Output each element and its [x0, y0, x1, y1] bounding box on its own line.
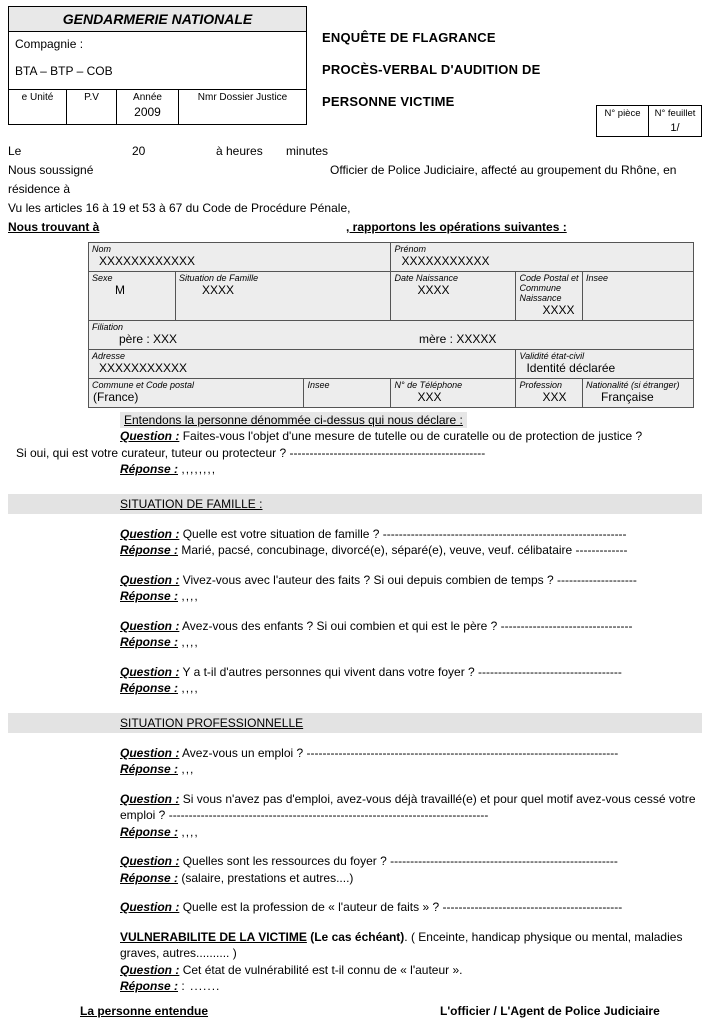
question-text: Avez-vous un emploi ? ------------------------------------------------------------------------------ — [182, 745, 619, 760]
prenom-value: XXXXXXXXXXX — [401, 254, 490, 268]
piece-feuillet-box — [596, 105, 702, 137]
filiation-label: Filiation — [92, 322, 124, 332]
identity-cell-telephone — [391, 379, 516, 408]
nationalite-value: Française — [601, 390, 654, 404]
piece-label: N° pièce — [604, 108, 641, 119]
intro-row-trouvant — [8, 218, 702, 237]
question-label: Question : — [120, 664, 180, 679]
question-label: Question : — [120, 526, 180, 541]
commune-cp-value: (France) — [93, 390, 139, 404]
adresse-value: XXXXXXXXXXX — [99, 361, 188, 375]
bta-line: BTA – BTP – COB — [9, 58, 306, 90]
footer-personne-entendue: La personne entendue — [80, 1004, 209, 1018]
insee2-value — [304, 390, 390, 407]
officier-text: Officier de Police Judiciaire, affecté au groupement du Rhône, en — [330, 163, 677, 177]
header-col-unite-value — [9, 103, 66, 105]
identity-cell-prenom — [391, 243, 694, 272]
qa-block-2-2 — [120, 791, 702, 841]
section-header-situation-professionnelle — [8, 713, 702, 733]
identity-cell-situation-famille — [176, 272, 391, 321]
intro-row-soussigne — [8, 161, 702, 180]
document-body — [0, 408, 710, 995]
intro-qa-block — [16, 428, 702, 478]
question-line — [120, 853, 702, 870]
nom-label: Nom — [92, 244, 112, 254]
header-col-unite-label: e Unité — [21, 92, 54, 103]
question-label: Question : — [120, 429, 180, 443]
day-value: 20 — [132, 144, 146, 158]
cp-commune-naissance-value: XXXX — [542, 303, 575, 317]
residence-label: résidence à — [8, 182, 71, 196]
reponse-text: (salaire, prestations et autres....) — [181, 870, 354, 885]
doc-title-3: PERSONNE VICTIME — [322, 94, 455, 109]
document-title-group — [322, 30, 592, 126]
intro-question-line-2 — [16, 445, 702, 462]
piece-cell — [597, 106, 649, 136]
reponse-text: ,,, — [181, 762, 195, 776]
situation-famille-value: XXXX — [202, 283, 235, 297]
profession-label: Profession — [519, 380, 562, 390]
date-naissance-label: Date Naissance — [394, 273, 459, 283]
question-line — [120, 664, 702, 681]
vulnerabilite-reponse-line — [120, 978, 702, 995]
question-line — [120, 618, 702, 635]
header-col-pv-value — [67, 103, 116, 105]
header-col-dossier — [179, 90, 306, 124]
filiation-values — [89, 332, 693, 349]
identity-table — [88, 242, 694, 408]
reponse-text: ,,,, — [181, 635, 199, 649]
nom-value: XXXXXXXXXXXX — [99, 254, 196, 268]
identity-cell-date-naissance — [391, 272, 516, 321]
header-col-annee-value: 2009 — [134, 105, 161, 119]
reponse-text: ,,,, — [181, 824, 199, 839]
qa-block-1-4 — [120, 664, 702, 697]
identity-row-etatcivil — [89, 272, 694, 321]
identity-cell-profession — [516, 379, 583, 408]
commune-cp-label: Commune et Code postal — [92, 380, 195, 390]
adresse-label: Adresse — [92, 351, 126, 361]
validite-label: Validité état-civil — [519, 351, 585, 361]
question-label: Question : — [120, 745, 180, 760]
date-naissance-value: XXXX — [417, 283, 450, 297]
question-text: Quelle est la profession de « l'auteur de faits » ? --------------------------------------------- — [182, 900, 623, 914]
intro-question-line — [120, 428, 702, 445]
identity-cell-nationalite — [583, 379, 694, 408]
reponse-label: Réponse : — [120, 762, 179, 776]
vulnerabilite-question-line — [120, 962, 702, 979]
reponse-label: Réponse : — [120, 870, 179, 885]
sexe-value: M — [115, 283, 125, 297]
identity-cell-commune-cp — [89, 379, 304, 408]
section-title-1: SITUATION DE FAMILLE : — [120, 496, 263, 511]
question-line — [120, 526, 702, 543]
identity-row-adresse — [89, 350, 694, 379]
identity-row-commune — [89, 379, 694, 408]
question-text: Si vous n'avez pas d'emploi, avez-vous déjà travaillé(e) et pour quel motif avez-vous cessé votre emploi ? -------------------------------------------------------------------------------- — [120, 791, 696, 822]
vulnerabilite-block — [120, 929, 702, 995]
reponse-line — [120, 588, 702, 605]
vulnerabilite-title-bold: (Le cas échéant) — [310, 929, 405, 944]
identity-cell-insee2 — [304, 379, 391, 408]
reponse-label: Réponse : — [120, 462, 179, 476]
minutes-label: minutes — [286, 144, 329, 158]
heures-label: à heures — [216, 144, 263, 158]
nous-trouvant-label: Nous trouvant à — [8, 220, 100, 234]
vulnerabilite-title-line — [120, 929, 702, 962]
question-label: Question : — [120, 791, 180, 806]
feuillet-value: 1/ — [670, 122, 680, 134]
reponse-text: ,,,, — [181, 681, 199, 695]
reponse-line — [120, 634, 702, 651]
vulnerabilite-question: Cet état de vulnérabilité est t-il connu de « l'auteur ». — [182, 962, 463, 977]
intro-block — [0, 142, 710, 237]
identity-cell-insee — [583, 272, 694, 321]
reponse-label: Réponse : — [120, 589, 179, 603]
question-text: Quelle est votre situation de famille ? ------------------------------------------------------------- — [182, 526, 627, 541]
question-line — [120, 899, 702, 916]
header-col-dossier-value — [179, 103, 306, 105]
reponse-label: Réponse : — [120, 979, 179, 993]
intro-row-residence — [8, 180, 702, 199]
header-col-unite — [9, 90, 67, 124]
reponse-line — [120, 870, 702, 887]
insee-label: Insee — [586, 273, 609, 283]
identity-cell-nom — [89, 243, 391, 272]
question-text: Avez-vous des enfants ? Si oui combien et qui est le père ? --------------------------------- — [182, 618, 633, 633]
intro-row-date — [8, 142, 702, 161]
le-label: Le — [8, 144, 22, 158]
mere-value: mère : XXXXX — [419, 332, 497, 346]
telephone-value: XXX — [417, 390, 442, 404]
insee-value — [583, 283, 693, 300]
reponse-label: Réponse : — [120, 824, 179, 839]
intro-question-text-2: Si oui, qui est votre curateur, tuteur ou protecteur ? ------------------------------------------------- — [16, 445, 486, 460]
section-title-2: SITUATION PROFESSIONNELLE — [120, 715, 304, 730]
qa-block-1-1 — [120, 526, 702, 559]
footer-officier: L'officier / L'Agent de Police Judiciaire — [440, 1004, 660, 1018]
reponse-line — [120, 542, 702, 559]
rapportons-label: , rapportons les opérations suivantes : — [346, 220, 567, 234]
reponse-label: Réponse : — [120, 543, 179, 557]
header-col-dossier-label: Nmr Dossier Justice — [197, 92, 288, 103]
qa-block-2-1 — [120, 745, 702, 778]
identity-cell-cp-commune-naissance — [516, 272, 583, 321]
unit-identification-box — [8, 6, 307, 125]
profession-value: XXX — [542, 390, 567, 404]
question-text: Quelles sont les ressources du foyer ? --------------------------------------------------------- — [182, 854, 618, 868]
situation-famille-label: Situation de Famille — [179, 273, 259, 283]
question-label: Question : — [120, 572, 180, 587]
vulnerabilite-detail: . ( Enceinte, handicap physique ou mental, maladies graves, autres.......... ) — [120, 929, 683, 960]
identity-row-nom — [89, 243, 694, 272]
organization-title: GENDARMERIE NATIONALE — [9, 7, 306, 32]
header-col-pv-label: P.V — [84, 92, 99, 103]
header-columns — [9, 90, 306, 124]
articles-text: Vu les articles 16 à 19 et 53 à 67 du Code de Procédure Pénale, — [8, 201, 351, 215]
telephone-label: N° de Téléphone — [394, 380, 463, 390]
identity-cell-adresse — [89, 350, 516, 379]
nationalite-label: Nationalité (si étranger) — [586, 380, 680, 390]
question-line — [120, 745, 702, 762]
feuillet-cell — [649, 106, 701, 136]
question-line — [120, 791, 702, 824]
reponse-text: ,,,, — [181, 589, 199, 603]
question-label: Question : — [120, 900, 180, 914]
validite-value: Identité déclarée — [526, 361, 616, 375]
intro-reponse-text: ,,,,,,,, — [181, 462, 217, 476]
reponse-label: Réponse : — [120, 635, 179, 649]
section-header-situation-famille — [8, 494, 702, 514]
pere-value: père : XXX — [119, 332, 178, 346]
question-line — [120, 572, 702, 589]
qa-block-2-4 — [120, 899, 702, 916]
feuillet-label: N° feuillet — [654, 108, 696, 119]
question-text: Y a t-il d'autres personnes qui vivent dans votre foyer ? ------------------------------------ — [182, 664, 622, 679]
cp-commune-naissance-label: Code Postal et Commune Naissance — [519, 273, 579, 303]
identity-cell-filiation — [89, 321, 694, 350]
question-label: Question : — [120, 618, 180, 633]
qa-block-2-3 — [120, 853, 702, 886]
identity-cell-validite — [516, 350, 694, 379]
nous-soussigne-label: Nous soussigné — [8, 163, 94, 177]
question-text: Vivez-vous avec l'auteur des faits ? Si oui depuis combien de temps ? -------------------- — [182, 572, 637, 587]
piece-value — [597, 119, 648, 122]
qa-block-1-3 — [120, 618, 702, 651]
intro-reponse-line — [120, 461, 702, 478]
doc-title-2: PROCÈS-VERBAL D'AUDITION DE — [322, 62, 541, 77]
prenom-label: Prénom — [394, 244, 426, 254]
reponse-text: Marié, pacsé, concubinage, divorcé(e), séparé(e), veuve, veuf. célibataire ------------- — [181, 543, 628, 557]
question-label: Question : — [120, 854, 180, 868]
reponse-line — [120, 680, 702, 697]
intro-question-text-1: Faites-vous l'objet d'une mesure de tutelle ou de curatelle ou de protection de justice ? — [182, 429, 643, 443]
sexe-label: Sexe — [92, 273, 113, 283]
doc-title-1: ENQUÊTE DE FLAGRANCE — [322, 30, 496, 45]
insee2-label: Insee — [307, 380, 330, 390]
reponse-line — [120, 761, 702, 778]
qa-block-1-2 — [120, 572, 702, 605]
intro-row-articles — [8, 199, 702, 218]
identity-cell-sexe — [89, 272, 176, 321]
compagnie-label: Compagnie : — [15, 37, 84, 51]
header-col-annee-label: Année — [133, 92, 162, 103]
document-header — [0, 0, 710, 142]
reponse-line — [120, 824, 702, 841]
entendons-line: Entendons la personne dénommée ci-dessus qui nous déclare : — [120, 412, 467, 428]
header-col-annee — [117, 90, 179, 124]
header-col-pv — [67, 90, 117, 124]
vulnerabilite-reponse: : ....... — [181, 979, 221, 993]
identity-row-filiation — [89, 321, 694, 350]
question-label: Question : — [120, 962, 180, 977]
reponse-label: Réponse : — [120, 681, 179, 695]
vulnerabilite-title: VULNERABILITE DE LA VICTIME — [120, 929, 307, 944]
